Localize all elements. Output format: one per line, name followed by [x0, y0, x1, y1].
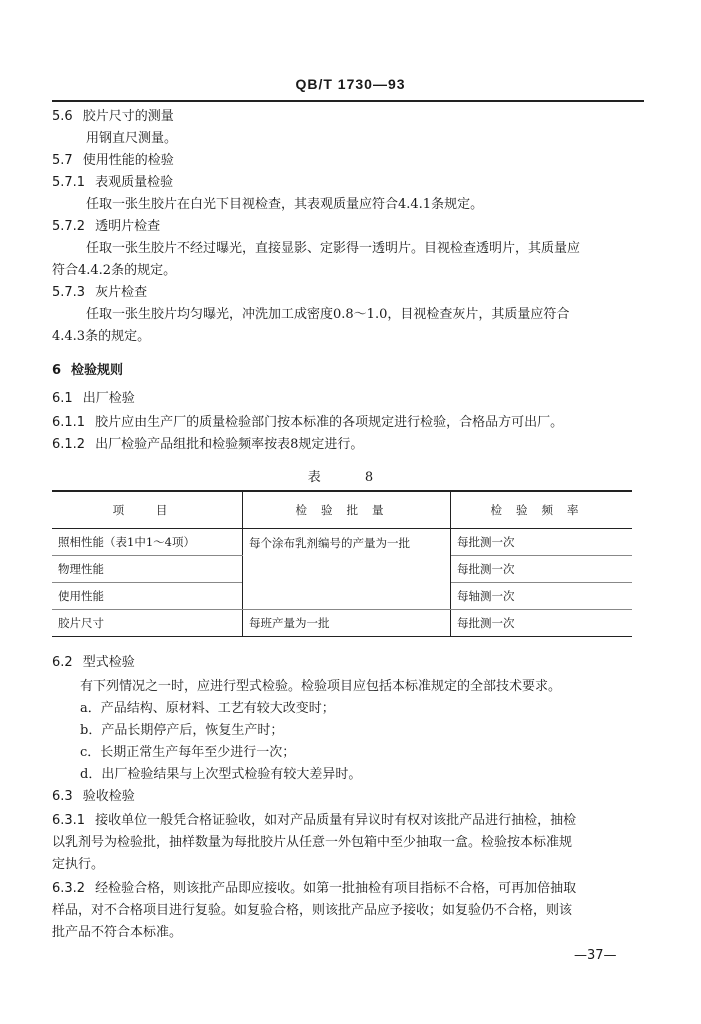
list-item: d．出厂检验结果与上次型式检验有较大差异时。 [80, 767, 362, 782]
list-item: a．产品结构、原材料、工艺有较大改变时； [80, 701, 335, 716]
table-row [52, 610, 632, 637]
clause-6-3-1: 6.3.1 接收单位一般凭合格证验收，如对产品质量有异议时有权对该批产品进行抽检，抽检 [52, 813, 577, 828]
table-header-row [52, 491, 632, 529]
cell-batch: 每班产量为一批 [243, 610, 451, 637]
clause-6-3-2: 6.3.2 经检验合格，则该批产品即应接收。如第一批抽检有项目指标不合格，可再加倍抽取 [52, 881, 577, 896]
list-item: b．产品长期停产后，恢复生产时； [80, 723, 284, 738]
cell-batch: 每个涂布乳剂编号的产量为一批 [243, 529, 451, 610]
clause-5-6: 5.6 胶片尺寸的测量 [52, 109, 174, 124]
clause-5-7-3: 5.7.3 灰片检查 [52, 285, 148, 300]
clause-6-1: 6.1 出厂检验 [52, 391, 135, 406]
clause-text: 批产品不符合本标准。 [52, 925, 183, 940]
clause-text: 定执行。 [52, 857, 105, 872]
clause-text: 有下列情况之一时，应进行型式检验。检验项目应包括本标准规定的全部技术要求。 [80, 679, 562, 694]
cell-frequency: 每轴测一次 [451, 583, 633, 610]
clause-6-3: 6.3 验收检验 [52, 789, 135, 804]
header-frequency: 检验频率 [451, 491, 633, 529]
cell-frequency: 每批测一次 [451, 529, 633, 556]
cell-frequency: 每批测一次 [451, 556, 633, 583]
clause-text: 以乳剂号为检验批，抽样数量为每批胶片从任意一外包箱中至少抽取一盒。检验按本标准规 [52, 835, 573, 850]
cell-item: 使用性能 [52, 583, 243, 610]
clause-text: 任取一张生胶片不经过曝光，直接显影、定影得一透明片。目视检查透明片，其质量应 [86, 241, 581, 256]
clause-text: 4.4.3条的规定。 [52, 329, 151, 344]
clause-6-1-2: 6.1.2 出厂检验产品组批和检验频率按表8规定进行。 [52, 437, 364, 452]
header-batch: 检验批量 [243, 491, 451, 529]
header-item: 项 目 [52, 491, 243, 529]
clause-6-2: 6.2 型式检验 [52, 655, 135, 670]
clause-text: 任取一张生胶片均匀曝光，冲洗加工成密度0.8～1.0，目视检查灰片，其质量应符合 [86, 307, 570, 322]
cell-item: 胶片尺寸 [58, 616, 104, 630]
document-header-code: QB/T 1730—93 [295, 76, 406, 92]
table-8 [52, 490, 632, 637]
clause-text: 任取一张生胶片在白光下目视检查，其表观质量应符合4.4.1条规定。 [86, 197, 484, 212]
clause-text: 符合4.4.2条的规定。 [52, 263, 177, 278]
clause-text: 用钢直尺测量。 [86, 131, 178, 146]
cell-frequency: 每批测一次 [457, 616, 515, 630]
cell-item: 物理性能 [52, 556, 243, 583]
clause-5-7-1: 5.7.1 表观质量检验 [52, 175, 174, 190]
page-number: —37— [574, 948, 617, 963]
section-6-title: 6 检验规则 [52, 363, 124, 378]
clause-6-1-1: 6.1.1 胶片应由生产厂的质量检验部门按本标准的各项规定进行检验，合格品方可出厂。 [52, 415, 564, 430]
table-8-title: 表 8 [307, 470, 394, 485]
clause-text: 样品，对不合格项目进行复验。如复验合格，则该批产品应予接收；如复验仍不合格，则该 [52, 903, 573, 918]
header-rule [52, 100, 644, 102]
clause-5-7: 5.7 使用性能的检验 [52, 153, 174, 168]
list-item: c．长期正常生产每年至少进行一次； [80, 745, 296, 760]
cell-item: 照相性能（表1中1～4项） [52, 529, 243, 556]
clause-5-7-2: 5.7.2 透明片检查 [52, 219, 161, 234]
table-row [52, 529, 632, 556]
